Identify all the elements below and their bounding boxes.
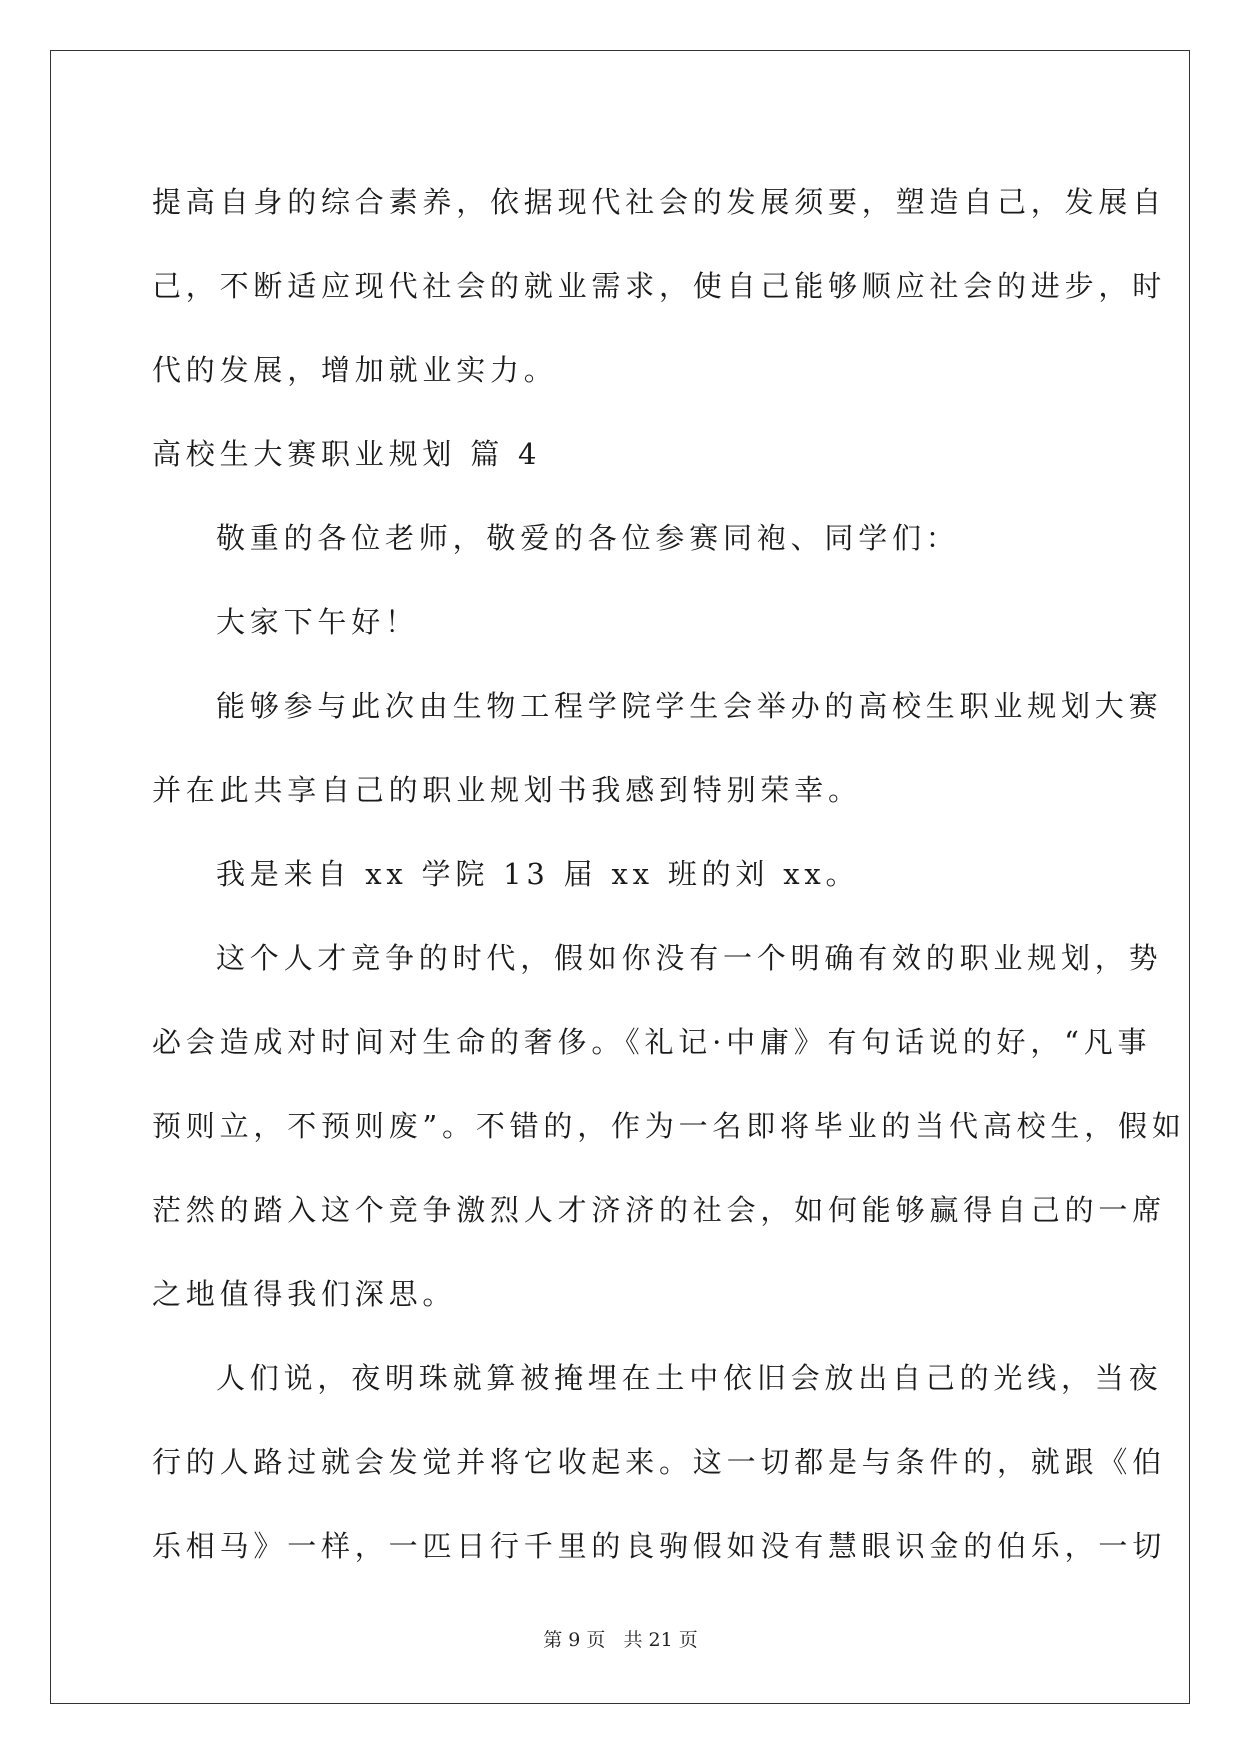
text-line: 我是来自 xx 学院 13 届 xx 班的刘 xx。 [216,857,860,891]
text-line: 代的发展，增加就业实力。 [152,353,558,387]
text-line: 茫然的踏入这个竞争激烈人才济济的社会，如何能够赢得自己的一席 [152,1193,1167,1227]
text-line: 能够参与此次由生物工程学院学生会举办的高校生职业规划大赛 [216,689,1163,723]
text-line: 敬重的各位老师，敬爱的各位参赛同袍、同学们： [216,521,960,555]
text-line: 提高自身的综合素养，依据现代社会的发展须要，塑造自己，发展自 [152,185,1167,219]
text-line: 必会造成对时间对生命的奢侈。《礼记·中庸》有句话说的好，“凡事 [152,1025,1152,1059]
text-line: 之地值得我们深思。 [152,1277,457,1311]
text-line: 乐相马》一样，一匹日行千里的良驹假如没有慧眼识金的伯乐，一切 [152,1529,1167,1563]
text-line: 己，不断适应现代社会的就业需求，使自己能够顺应社会的进步，时 [152,269,1167,303]
page-number: 第 9 页 [543,1629,606,1651]
page-total: 共 21 页 [623,1629,698,1651]
document-body [152,160,1186,1588]
text-line: 大家下午好！ [216,605,419,639]
text-line: 行的人路过就会发觉并将它收起来。这一切都是与条件的，就跟《伯 [152,1445,1167,1479]
section-heading: 高校生大赛职业规划 篇 4 [152,437,542,471]
text-line: 并在此共享自己的职业规划书我感到特别荣幸。 [152,773,862,807]
page-footer [0,1625,1241,1652]
text-line: 预则立，不预则废”。不错的，作为一名即将毕业的当代高校生，假如 [152,1109,1186,1143]
text-line: 人们说，夜明珠就算被掩埋在土中依旧会放出自己的光线，当夜 [216,1361,1163,1395]
text-line: 这个人才竞争的时代，假如你没有一个明确有效的职业规划，势 [216,941,1163,975]
